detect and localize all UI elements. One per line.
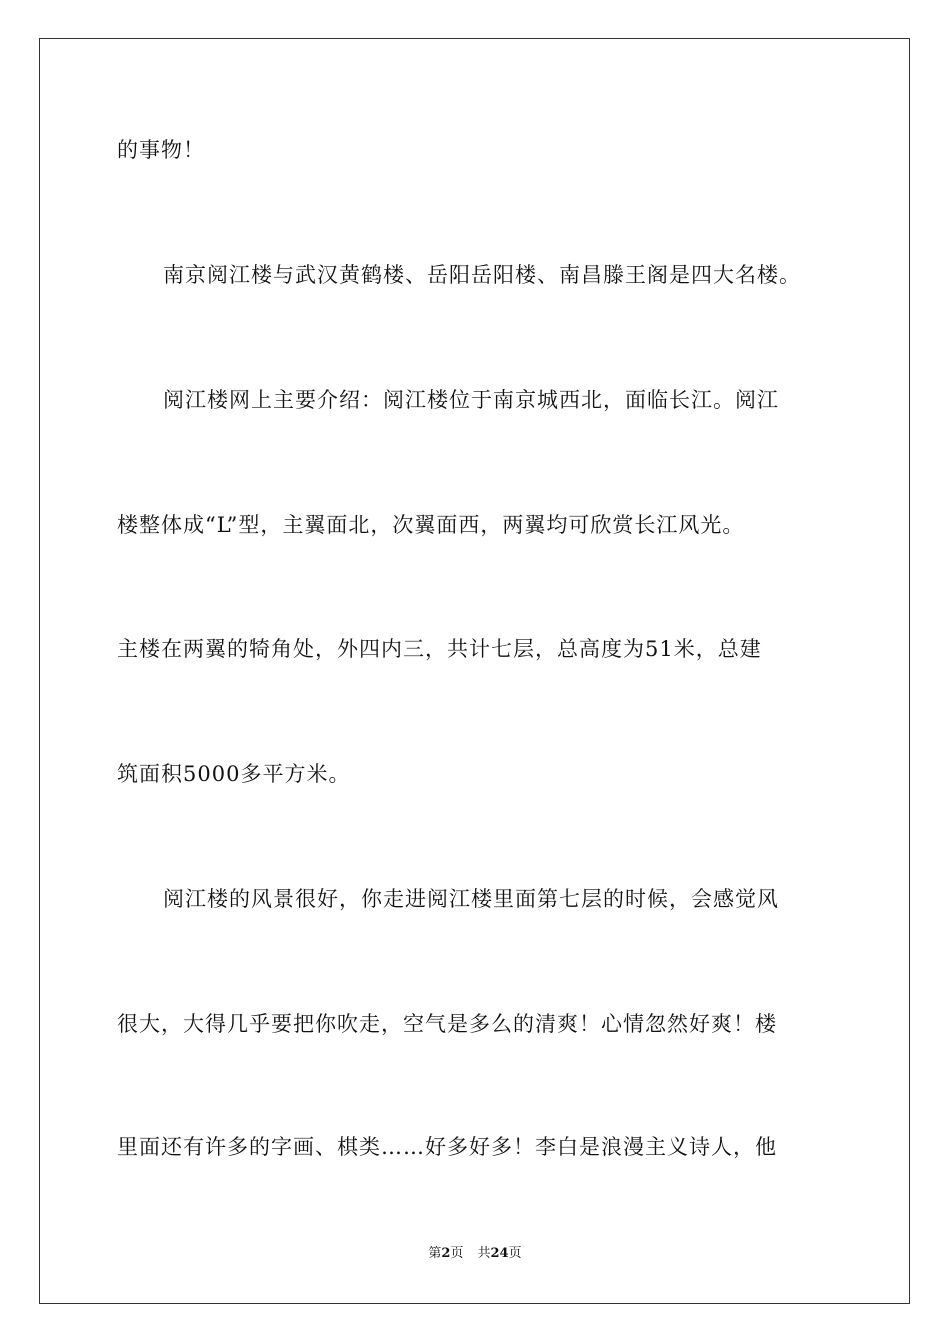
paragraph-start-line-7: 阅江楼的风景很好，你走进阅江楼里面第七层的时候，会感觉风: [163, 887, 779, 911]
text-line-9: 里面还有许多的字画、棋类……好多好多！李白是浪漫主义诗人，他: [117, 1135, 777, 1159]
page-number: 2: [441, 1246, 451, 1261]
text-line-8: 很大，大得几乎要把你吹走，空气是多么的清爽！心情忽然好爽！楼: [117, 1012, 777, 1036]
page-prefix: 第: [428, 1246, 442, 1261]
total-pages: 24: [490, 1246, 509, 1261]
page-border: [39, 38, 910, 1304]
page-footer: [0, 1246, 950, 1262]
text-line-5: 主楼在两翼的犄角处，外四内三，共计七层，总高度为51米，总建: [117, 637, 762, 661]
total-prefix: 共: [477, 1246, 491, 1261]
text-line-6: 筑面积5000多平方米。: [117, 762, 351, 786]
page-suffix: 页: [450, 1246, 464, 1261]
total-suffix: 页: [508, 1246, 522, 1261]
text-line-1: 的事物！: [117, 138, 205, 162]
paragraph-start-line-3: 阅江楼网上主要介绍：阅江楼位于南京城西北，面临长江。阅江: [163, 388, 779, 412]
paragraph-start-line-2: 南京阅江楼与武汉黄鹤楼、岳阳岳阳楼、南昌滕王阁是四大名楼。: [163, 263, 801, 287]
text-line-4: 楼整体成“L”型，主翼面北，次翼面西，两翼均可欣赏长江风光。: [117, 513, 745, 537]
